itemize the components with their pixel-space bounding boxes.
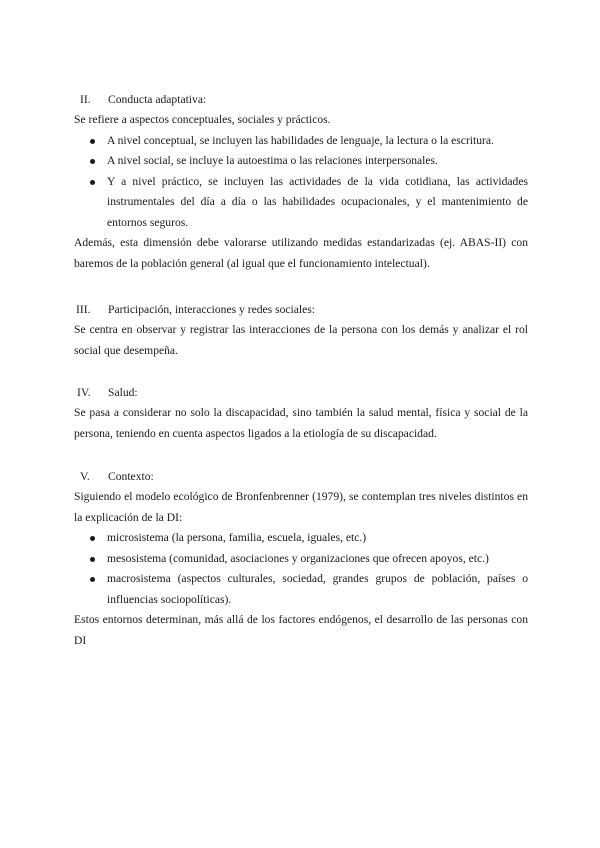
section-heading: [74, 382, 528, 403]
section-body: Se centra en observar y registrar las interacciones de la persona con los demás y analizar el rol social que desempeña.: [74, 323, 528, 357]
section-participacion: [74, 299, 528, 361]
section-numeral: IV.: [77, 386, 91, 399]
section-closing: Estos entornos determinan, más allá de los factores endógenos, el desarrollo de las personas con DI: [74, 613, 528, 647]
section-heading: [74, 89, 528, 110]
section-title: Salud:: [108, 386, 138, 399]
list-item: A nivel social, se incluye la autoestima o las relaciones interpersonales.: [74, 151, 528, 172]
list-item: microsistema (la persona, familia, escuela, iguales, etc.): [74, 528, 528, 549]
section-title: Conducta adaptativa:: [108, 93, 207, 106]
section-heading: [74, 299, 528, 320]
bullet-icon: [90, 577, 95, 582]
section-intro: Siguiendo el modelo ecológico de Bronfenbrenner (1979), se contemplan tres niveles distintos en la explicación de la DI:: [74, 490, 528, 524]
section-body: Se pasa a considerar no solo la discapacidad, sino también la salud mental, física y social de la persona, teniendo en cuenta aspectos ligados a la etiología de su discapacidad.: [74, 406, 528, 440]
section-numeral: V.: [80, 470, 90, 483]
bullet-list: [74, 528, 528, 610]
section-intro: Se refiere a aspectos conceptuales, sociales y prácticos.: [74, 113, 331, 126]
section-salud: [74, 382, 528, 444]
bullet-list: [74, 131, 528, 234]
bullet-icon: [90, 557, 95, 562]
section-heading: [74, 466, 528, 487]
section-title: Participación, interacciones y redes sociales:: [108, 303, 315, 316]
section-conducta-adaptativa: [74, 89, 528, 274]
list-item: mesosistema (comunidad, asociaciones y organizaciones que ofrecen apoyos, etc.): [74, 549, 528, 570]
section-title: Contexto:: [108, 470, 154, 483]
bullet-icon: [90, 139, 95, 144]
section-closing: Además, esta dimensión debe valorarse utilizando medidas estandarizadas (ej. ABAS-II) con baremos de la población general (al igual que el funcionamiento intelectual).: [74, 236, 528, 270]
bullet-icon: [90, 180, 95, 185]
section-numeral: II.: [80, 93, 91, 106]
list-item: A nivel conceptual, se incluyen las habilidades de lenguaje, la lectura o la escritura.: [74, 131, 528, 152]
section-contexto: [74, 466, 528, 651]
bullet-icon: [90, 159, 95, 164]
list-item: macrosistema (aspectos culturales, sociedad, grandes grupos de población, países o influencias sociopolíticas).: [74, 569, 528, 610]
section-numeral: III.: [76, 303, 91, 316]
bullet-icon: [90, 536, 95, 541]
list-item: Y a nivel práctico, se incluyen las actividades de la vida cotidiana, las actividades instrumentales del día a día o las habilidades ocupacionales, y el mantenimiento de entornos seguros.: [74, 172, 528, 234]
